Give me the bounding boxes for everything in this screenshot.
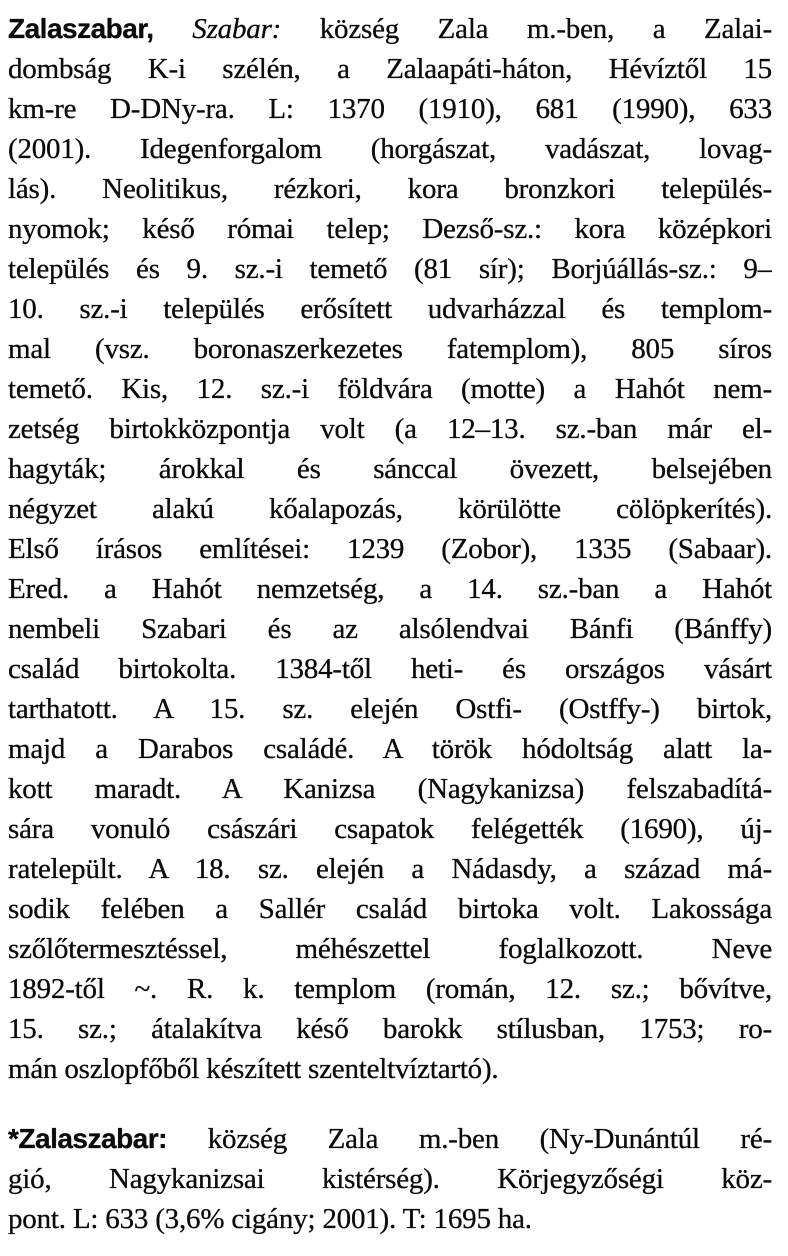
- entry-paragraph: [8, 1119, 772, 1239]
- text-line: [8, 89, 772, 129]
- text-line: [8, 1119, 772, 1159]
- text-line: [8, 609, 772, 649]
- text-line: [8, 849, 772, 889]
- text-run: ratelepült. A 18. sz. elején a Nádasdy, a század má-: [8, 853, 772, 885]
- text-run: mal (vsz. boronaszerkezetes fatemplom), 805 síros: [8, 333, 772, 365]
- text-line: [8, 169, 772, 209]
- text-run: gió, Nagykanizsai kistérség). Körjegyzőségi köz-: [8, 1163, 772, 1195]
- text-run: Ered. a Hahót nemzetség, a 14. sz.-ban a Hahót: [8, 573, 772, 605]
- text-line: [8, 9, 772, 49]
- text-line: [8, 249, 772, 289]
- text-line: [8, 1049, 772, 1089]
- text-line: [8, 529, 772, 569]
- text-line: [8, 209, 772, 249]
- text-line: [8, 689, 772, 729]
- text-run: nembeli Szabari és az alsólendvai Bánfi (Bánffy): [8, 613, 772, 645]
- text-line: [8, 769, 772, 809]
- text-line: [8, 809, 772, 849]
- variant-name-italic: Szabar:: [192, 13, 282, 45]
- text-run: 1892-től ~. R. k. templom (román, 12. sz.; bővítve,: [8, 973, 772, 1005]
- text-line: [8, 329, 772, 369]
- text-run: 10. sz.-i település erősített udvarházzal és templom-: [8, 293, 772, 325]
- entry-paragraph: [8, 9, 772, 1089]
- headword-bold: Zalaszabar,: [8, 13, 193, 44]
- text-run: kott maradt. A Kanizsa (Nagykanizsa) felszabadítá-: [8, 773, 772, 805]
- text-run: tarthatott. A 15. sz. elején Ostfi- (Ostffy-) birtok,: [8, 693, 772, 725]
- text-line: [8, 369, 772, 409]
- text-line: [8, 49, 772, 89]
- text-run: mán oszlopfőből készített szenteltvíztartó).: [8, 1053, 499, 1085]
- headword-bold: *Zalaszabar:: [8, 1123, 208, 1154]
- text-run: sodik felében a Sallér család birtoka volt. Lakossága: [8, 893, 772, 925]
- text-line: [8, 449, 772, 489]
- text-line: [8, 569, 772, 609]
- text-run: Első írásos említései: 1239 (Zobor), 1335 (Sabaar).: [8, 533, 772, 565]
- text-line: [8, 129, 772, 169]
- text-run: sára vonuló császári csapatok felégették (1690), új-: [8, 813, 772, 845]
- text-line: [8, 1199, 772, 1239]
- text-run: négyzet alakú kőalapozás, körülötte cölöpkerítés).: [8, 493, 772, 525]
- text-run: község Zala m.-ben, a Zalai-: [281, 13, 772, 45]
- text-line: [8, 929, 772, 969]
- text-run: nyomok; késő római telep; Dezső-sz.: kora középkori: [8, 213, 772, 245]
- text-line: [8, 489, 772, 529]
- text-run: szőlőtermesztéssel, méhészettel foglalkozott. Neve: [8, 933, 772, 965]
- text-run: lás). Neolitikus, rézkori, kora bronzkori település-: [8, 173, 772, 205]
- text-run: zetség birtokközpontja volt (a 12–13. sz.-ban már el-: [8, 413, 772, 445]
- text-run: majd a Darabos családé. A török hódoltság alatt la-: [8, 733, 772, 765]
- text-run: család birtokolta. 1384-től heti- és országos vásárt: [8, 653, 772, 685]
- text-line: [8, 1009, 772, 1049]
- text-run: pont. L: 633 (3,6% cigány; 2001). T: 1695 ha.: [8, 1203, 532, 1235]
- text-line: [8, 969, 772, 1009]
- text-run: km-re D-DNy-ra. L: 1370 (1910), 681 (1990), 633: [8, 93, 772, 125]
- text-line: [8, 889, 772, 929]
- text-run: hagyták; árokkal és sánccal övezett, belsejében: [8, 453, 772, 485]
- text-run: temető. Kis, 12. sz.-i földvára (motte) a Hahót nem-: [8, 373, 772, 405]
- text-line: [8, 649, 772, 689]
- text-line: [8, 409, 772, 449]
- text-run: 15. sz.; átalakítva késő barokk stílusban, 1753; ro-: [8, 1013, 772, 1045]
- text-line: [8, 1159, 772, 1199]
- text-line: [8, 289, 772, 329]
- entries: [8, 9, 772, 1239]
- text-run: dombság K-i szélén, a Zalaapáti-háton, Hévíztől 15: [8, 53, 772, 85]
- text-run: település és 9. sz.-i temető (81 sír); Borjúállás-sz.: 9–: [8, 253, 772, 285]
- text-line: [8, 729, 772, 769]
- text-run: (2001). Idegenforgalom (horgászat, vadászat, lovag-: [8, 133, 772, 165]
- text-run: község Zala m.-ben (Ny-Dunántúl ré-: [207, 1123, 772, 1155]
